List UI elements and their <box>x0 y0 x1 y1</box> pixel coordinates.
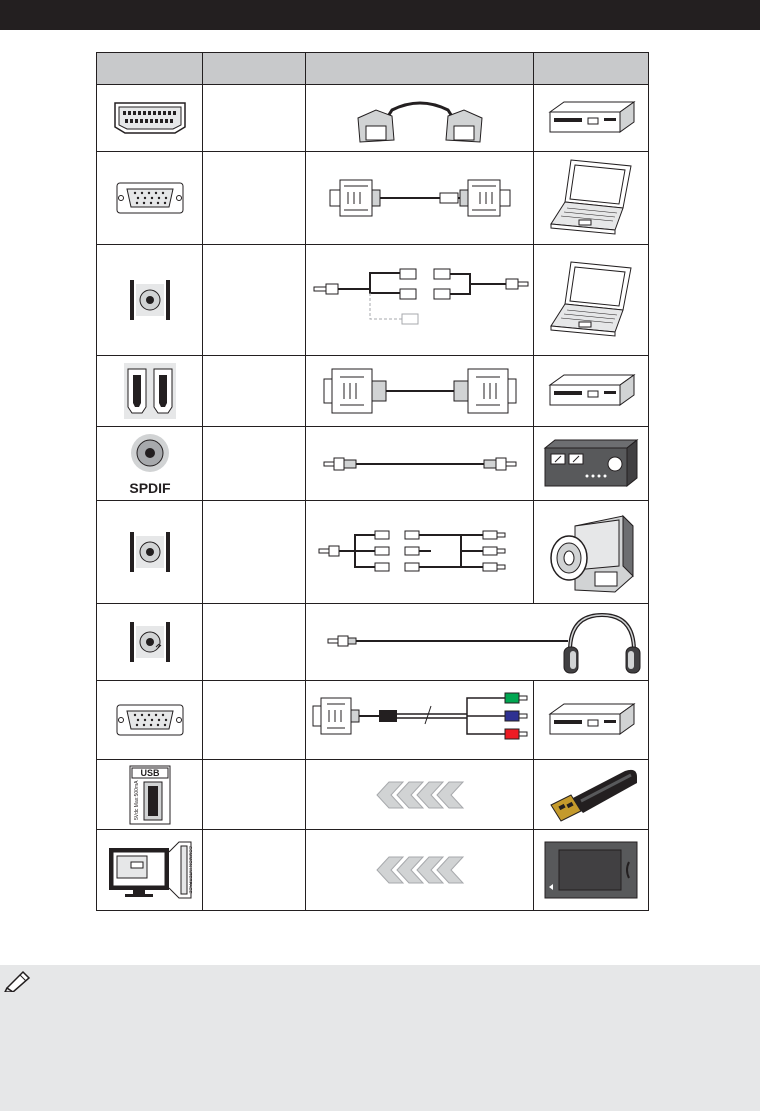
usb-port-icon <box>97 760 203 830</box>
type-cell <box>203 760 306 830</box>
dvd-player-icon <box>534 356 649 427</box>
note-section <box>0 965 760 1111</box>
connection-table <box>96 52 649 911</box>
col-connector <box>97 53 203 85</box>
headphone-jack-icon <box>97 604 203 681</box>
amplifier-icon <box>534 427 649 501</box>
type-cell <box>203 830 306 911</box>
spdif-label: SPDIF <box>128 479 171 496</box>
laptop-icon <box>534 245 649 356</box>
type-cell <box>203 681 306 760</box>
type-cell <box>203 85 306 152</box>
scart-port-icon <box>97 85 203 152</box>
vga-cable-icon <box>306 152 534 245</box>
type-cell <box>203 356 306 427</box>
table-row-ci <box>97 830 649 911</box>
table-row-headphone <box>97 604 649 681</box>
col-cables <box>306 53 534 85</box>
col-device <box>534 53 649 85</box>
table-row-scart <box>97 85 649 152</box>
table-row-av <box>97 501 649 604</box>
laptop-icon <box>534 152 649 245</box>
usb-stick-icon <box>534 760 649 830</box>
table-row-spdif <box>97 427 649 501</box>
table-row-vga <box>97 152 649 245</box>
table-row-ypbpr <box>97 681 649 760</box>
av-cable-icon <box>306 501 534 604</box>
table-row-pc-audio <box>97 245 649 356</box>
table-row-hdmi <box>97 356 649 427</box>
type-cell <box>203 152 306 245</box>
type-cell <box>203 427 306 501</box>
pencil-note-icon <box>3 968 33 992</box>
insert-arrows-icon <box>306 830 534 911</box>
vga-port-icon <box>97 152 203 245</box>
cam-module-icon <box>534 830 649 911</box>
hdmi-cable-icon <box>306 356 534 427</box>
col-type <box>203 53 306 85</box>
coaxial-cable-icon <box>306 427 534 501</box>
headphone-cable-icon <box>312 607 642 677</box>
type-cell <box>203 501 306 604</box>
spdif-port-icon <box>97 427 203 501</box>
hdmi-port-icon <box>97 356 203 427</box>
ci-slot-tv-back-icon <box>97 830 203 911</box>
ypbpr-cable-icon <box>306 681 534 760</box>
dvd-player-icon <box>534 85 649 152</box>
table-row-usb <box>97 760 649 830</box>
table-header-row <box>97 53 649 85</box>
type-cell <box>203 604 306 681</box>
scart-cable-icon <box>306 85 534 152</box>
type-cell <box>203 245 306 356</box>
insert-arrows-icon <box>306 760 534 830</box>
usb-label: USB <box>139 767 160 778</box>
ypbpr-vga-port-icon <box>97 681 203 760</box>
pc-audio-cable-icon <box>306 245 534 356</box>
ci-label: COMMON INTERFACE <box>187 846 193 894</box>
headphone-cable-cell <box>306 604 649 681</box>
usb-rating-label: 5Vdc Max:500mA <box>133 780 140 820</box>
audio-jack-port-icon <box>97 245 203 356</box>
av-jack-port-icon <box>97 501 203 604</box>
top-header-bar <box>0 0 760 30</box>
dvd-player-icon <box>534 681 649 760</box>
camcorder-icon <box>534 501 649 604</box>
